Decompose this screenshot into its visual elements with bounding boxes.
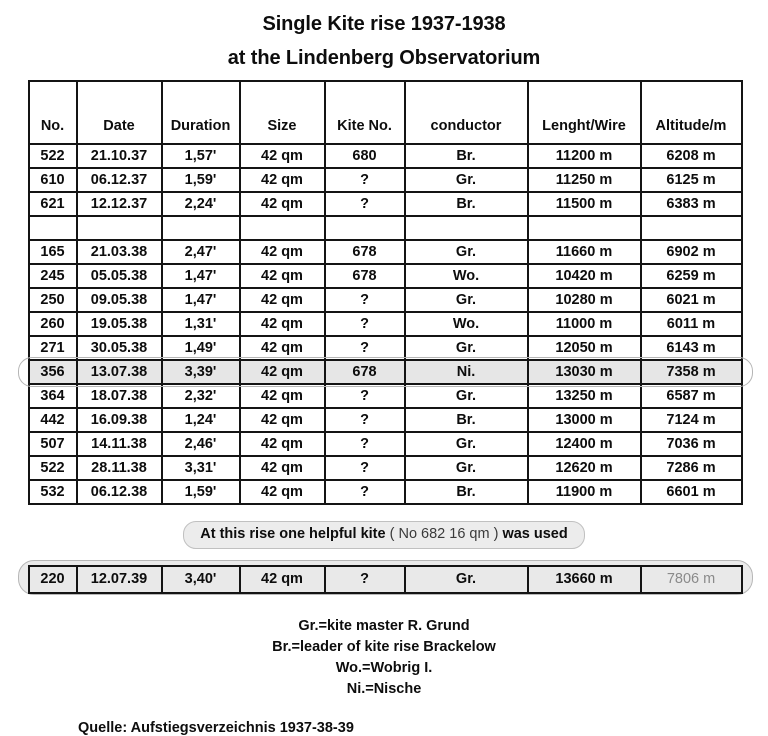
cell-no: 356 [29, 360, 77, 384]
cell-size: 42 qm [240, 480, 325, 504]
column-header-conductor: conductor [405, 81, 528, 144]
cell-length: 13250 m [528, 384, 641, 408]
table-row [29, 144, 742, 168]
cell-duration: 1,47' [162, 288, 240, 312]
column-header-length: Lenght/Wire [528, 81, 641, 144]
cell-length: 13000 m [528, 408, 641, 432]
cell-duration: 2,32' [162, 384, 240, 408]
row-1939-wrapper [28, 565, 741, 594]
cell-length: 10420 m [528, 264, 641, 288]
cell-length: 11500 m [528, 192, 641, 216]
cell-conductor: Gr. [405, 384, 528, 408]
table-row [29, 240, 742, 264]
cell-altitude: 6587 m [641, 384, 742, 408]
legend-line-3: Ni.=Nische [346, 681, 422, 697]
cell-length: 10280 m [528, 288, 641, 312]
cell-length: 11250 m [528, 168, 641, 192]
cell-size: 42 qm [240, 168, 325, 192]
cell-no: 532 [29, 480, 77, 504]
cell-kite-no: ? [325, 384, 405, 408]
table-row [29, 168, 742, 192]
cell-no: 220 [29, 566, 77, 593]
cell-length: 13030 m [528, 360, 641, 384]
cell-size: 42 qm [240, 566, 325, 593]
cell-conductor: Wo. [405, 312, 528, 336]
cell-conductor: Br. [405, 480, 528, 504]
column-header-size: Size [240, 81, 325, 144]
kite-rise-1939-table [28, 565, 743, 594]
cell-length: 11000 m [528, 312, 641, 336]
table-row [29, 384, 742, 408]
cell-length: 11660 m [528, 240, 641, 264]
cell-date: 06.12.37 [77, 168, 162, 192]
table-row [29, 312, 742, 336]
column-header-kite-no: Kite No. [325, 81, 405, 144]
cell-date: 14.11.38 [77, 432, 162, 456]
cell-conductor: Ni. [405, 360, 528, 384]
cell-duration: 2,47' [162, 240, 240, 264]
cell-altitude: 6021 m [641, 288, 742, 312]
cell-duration: 1,59' [162, 480, 240, 504]
cell-altitude: 6259 m [641, 264, 742, 288]
cell-duration: 1,59' [162, 168, 240, 192]
cell-duration: 1,47' [162, 264, 240, 288]
cell-size: 42 qm [240, 144, 325, 168]
cell-date: 12.12.37 [77, 192, 162, 216]
cell-no: 621 [29, 192, 77, 216]
cell-date: 12.07.39 [77, 566, 162, 593]
cell-no: 245 [29, 264, 77, 288]
cell-size: 42 qm [240, 456, 325, 480]
cell-size: 42 qm [240, 408, 325, 432]
cell-altitude: 7124 m [641, 408, 742, 432]
table-row [29, 336, 742, 360]
cell-conductor: Br. [405, 192, 528, 216]
cell-duration: 3,39' [162, 360, 240, 384]
cell-kite-no: 680 [325, 144, 405, 168]
cell-date: 19.05.38 [77, 312, 162, 336]
table-row [29, 456, 742, 480]
cell-no: 507 [29, 432, 77, 456]
cell-size: 42 qm [240, 288, 325, 312]
cell-kite-no: ? [325, 312, 405, 336]
cell-date: 06.12.38 [77, 480, 162, 504]
cell-no: 442 [29, 408, 77, 432]
cell-conductor: Gr. [405, 432, 528, 456]
cell-conductor: Gr. [405, 336, 528, 360]
cell-conductor: Gr. [405, 240, 528, 264]
table-row [29, 264, 742, 288]
cell-length [528, 216, 641, 240]
cell-length: 11200 m [528, 144, 641, 168]
cell-no: 610 [29, 168, 77, 192]
cell-kite-no: 678 [325, 360, 405, 384]
cell-size: 42 qm [240, 384, 325, 408]
legend-line-1: Br.=leader of kite rise Brackelow [272, 639, 496, 655]
table-body [29, 144, 742, 504]
cell-date: 13.07.38 [77, 360, 162, 384]
column-header-duration: Duration [162, 81, 240, 144]
cell-date [77, 216, 162, 240]
table-row [29, 408, 742, 432]
cell-no: 522 [29, 144, 77, 168]
kite-rises-table [28, 80, 743, 505]
cell-size [240, 216, 325, 240]
cell-duration: 2,46' [162, 432, 240, 456]
table-row [29, 288, 742, 312]
cell-no: 165 [29, 240, 77, 264]
note-text-part3: was used [502, 526, 568, 542]
cell-kite-no: ? [325, 168, 405, 192]
cell-size: 42 qm [240, 432, 325, 456]
cell-length: 12050 m [528, 336, 641, 360]
column-header-no: No. [29, 81, 77, 144]
cell-size: 42 qm [240, 264, 325, 288]
cell-length: 12400 m [528, 432, 641, 456]
title-block [0, 0, 768, 74]
cell-conductor: Wo. [405, 264, 528, 288]
legend-block [0, 616, 768, 700]
cell-no: 522 [29, 456, 77, 480]
cell-altitude: 6601 m [641, 480, 742, 504]
cell-altitude: 6125 m [641, 168, 742, 192]
cell-kite-no: ? [325, 336, 405, 360]
cell-altitude: 7286 m [641, 456, 742, 480]
cell-conductor: Gr. [405, 288, 528, 312]
column-header-altitude: Altitude/m [641, 81, 742, 144]
table-row [29, 480, 742, 504]
cell-altitude: 7036 m [641, 432, 742, 456]
cell-conductor [405, 216, 528, 240]
cell-kite-no: ? [325, 288, 405, 312]
cell-no [29, 216, 77, 240]
table-row [29, 360, 742, 384]
cell-kite-no: 678 [325, 264, 405, 288]
cell-date: 21.10.37 [77, 144, 162, 168]
kite-table-wrapper [28, 80, 741, 505]
legend-line-0: Gr.=kite master R. Grund [298, 618, 470, 634]
helper-kite-note-row [0, 521, 768, 549]
cell-size: 42 qm [240, 336, 325, 360]
table-spacer-row [29, 216, 742, 240]
cell-duration: 1,57' [162, 144, 240, 168]
page-title-line2: at the Lindenberg Observatorium [227, 47, 541, 69]
cell-size: 42 qm [240, 192, 325, 216]
column-header-date: Date [77, 81, 162, 144]
cell-no: 271 [29, 336, 77, 360]
note-text-part2: ( No 682 16 qm ) [389, 526, 499, 542]
cell-duration: 1,31' [162, 312, 240, 336]
cell-date: 21.03.38 [77, 240, 162, 264]
cell-conductor: Gr. [405, 566, 528, 593]
cell-kite-no: ? [325, 566, 405, 593]
cell-kite-no: ? [325, 456, 405, 480]
cell-date: 05.05.38 [77, 264, 162, 288]
table-header-row [29, 81, 742, 144]
table-header [29, 81, 742, 144]
cell-kite-no: ? [325, 480, 405, 504]
cell-date: 18.07.38 [77, 384, 162, 408]
cell-altitude: 7806 m [641, 566, 742, 593]
cell-conductor: Gr. [405, 456, 528, 480]
cell-date: 28.11.38 [77, 456, 162, 480]
cell-conductor: Gr. [405, 168, 528, 192]
cell-conductor: Br. [405, 144, 528, 168]
cell-kite-no: ? [325, 408, 405, 432]
cell-altitude: 6208 m [641, 144, 742, 168]
cell-kite-no [325, 216, 405, 240]
cell-date: 30.05.38 [77, 336, 162, 360]
cell-date: 16.09.38 [77, 408, 162, 432]
cell-size: 42 qm [240, 312, 325, 336]
cell-duration: 1,49' [162, 336, 240, 360]
cell-altitude: 6902 m [641, 240, 742, 264]
note-text-part1: At this rise one helpful kite [200, 526, 386, 542]
table-row-1939 [29, 566, 742, 593]
cell-size: 42 qm [240, 360, 325, 384]
page-title-line1: Single Kite rise 1937-1938 [262, 13, 506, 35]
cell-duration: 3,40' [162, 566, 240, 593]
cell-no: 260 [29, 312, 77, 336]
cell-date: 09.05.38 [77, 288, 162, 312]
cell-duration: 3,31' [162, 456, 240, 480]
helper-kite-note [183, 521, 584, 549]
table-row [29, 192, 742, 216]
cell-length: 12620 m [528, 456, 641, 480]
cell-altitude: 6143 m [641, 336, 742, 360]
cell-no: 364 [29, 384, 77, 408]
cell-duration: 1,24' [162, 408, 240, 432]
cell-kite-no: 678 [325, 240, 405, 264]
cell-size: 42 qm [240, 240, 325, 264]
cell-altitude: 6011 m [641, 312, 742, 336]
source-line: Quelle: Aufstiegsverzeichnis 1937-38-39 [78, 720, 354, 736]
cell-duration: 2,24' [162, 192, 240, 216]
legend-line-2: Wo.=Wobrig I. [335, 660, 433, 676]
cell-kite-no: ? [325, 192, 405, 216]
cell-length: 13660 m [528, 566, 641, 593]
cell-altitude [641, 216, 742, 240]
cell-altitude: 6383 m [641, 192, 742, 216]
cell-conductor: Br. [405, 408, 528, 432]
cell-kite-no: ? [325, 432, 405, 456]
cell-duration [162, 216, 240, 240]
table-row [29, 432, 742, 456]
cell-no: 250 [29, 288, 77, 312]
cell-length: 11900 m [528, 480, 641, 504]
cell-altitude: 7358 m [641, 360, 742, 384]
